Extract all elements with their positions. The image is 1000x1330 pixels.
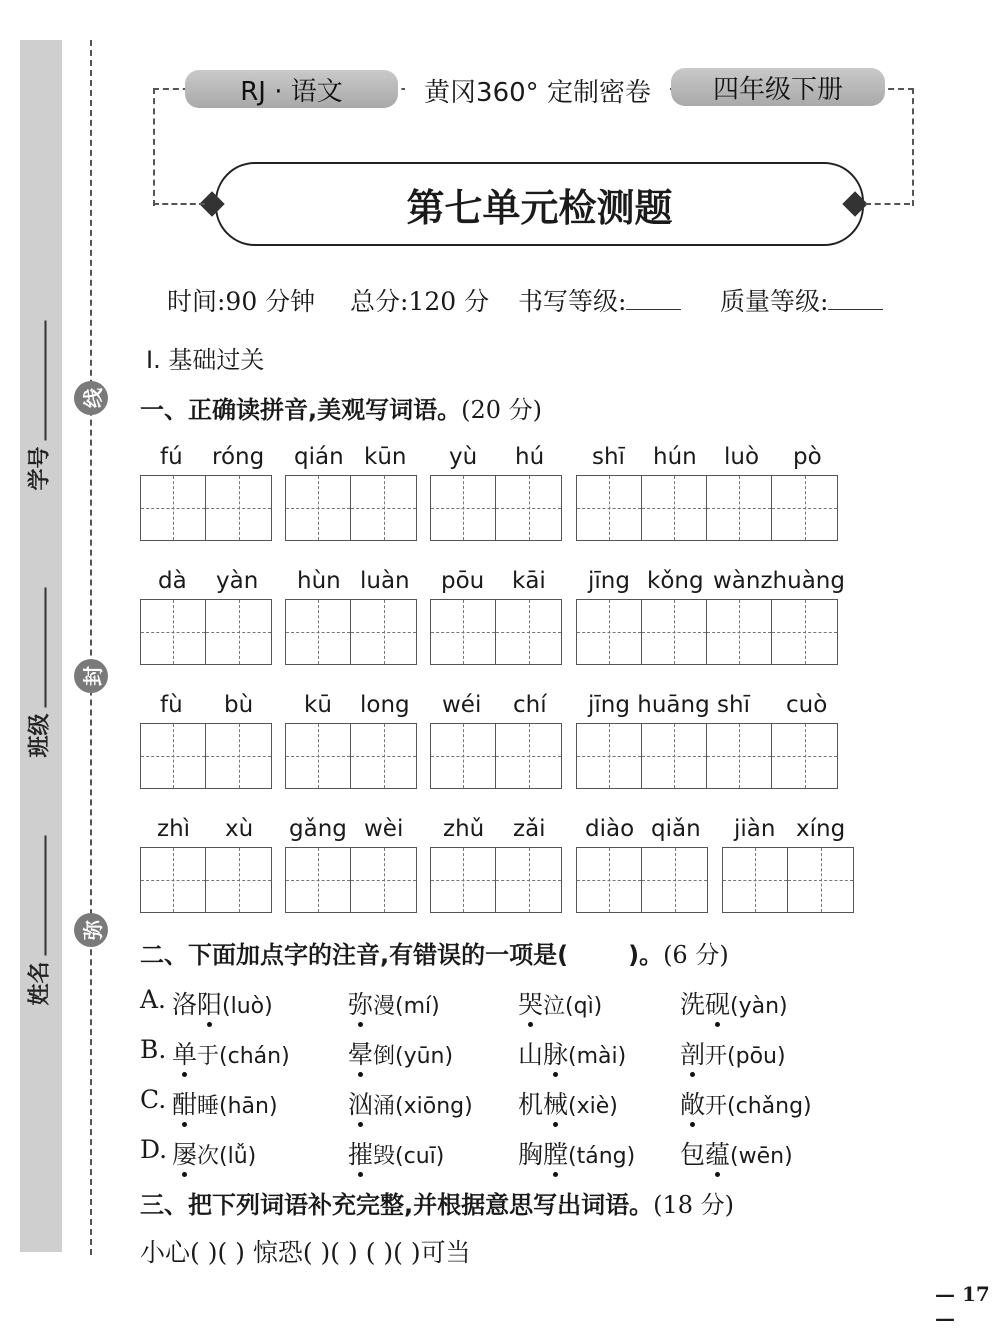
dotted-char: 屡 bbox=[172, 1140, 198, 1169]
seal-cut-line bbox=[90, 40, 92, 1255]
student-number-label: 学号 bbox=[27, 446, 53, 491]
writing-grid[interactable] bbox=[576, 599, 838, 665]
pinyin-label: hùn bbox=[297, 568, 341, 594]
pinyin-label: wànzhuàng bbox=[713, 568, 845, 594]
question-3-text: 三、把下列词语补充完整,并根据意思写出词语。 bbox=[140, 1191, 654, 1219]
option-a-item-2: 弥漫(mí) bbox=[348, 990, 440, 1019]
option-b-item-1: 单于(chán) bbox=[172, 1040, 290, 1069]
bracket-tick-left bbox=[153, 203, 205, 205]
quality-grade bbox=[720, 282, 883, 318]
pinyin-label: fù bbox=[160, 692, 183, 718]
pinyin-label: hú bbox=[515, 444, 545, 470]
pinyin-label: yù bbox=[449, 444, 478, 470]
writing-grid[interactable] bbox=[576, 847, 708, 913]
dotted-char: 蕴 bbox=[705, 1140, 731, 1169]
pinyin-label: zhì bbox=[157, 816, 191, 842]
pinyin-label: long bbox=[360, 692, 410, 718]
class-field bbox=[23, 588, 54, 788]
option-a-item-4: 洗砚(yàn) bbox=[680, 990, 788, 1019]
dotted-char: 械 bbox=[543, 1090, 569, 1119]
seal-mark-line: 线 bbox=[74, 381, 108, 415]
pinyin-label: jīng huāng shī bbox=[588, 692, 750, 718]
pinyin-label: qiǎn bbox=[651, 816, 701, 842]
pinyin-label: jiàn bbox=[734, 816, 776, 842]
exam-time: 时间:90 分钟 bbox=[167, 287, 316, 316]
page-number: — 17 — bbox=[935, 1282, 990, 1330]
seal-mark-mi: 弥 bbox=[74, 913, 108, 947]
pinyin-label: qián bbox=[294, 444, 344, 470]
pinyin-label: gǎng bbox=[289, 816, 347, 842]
option-d-label[interactable]: D. bbox=[140, 1135, 168, 1164]
dotted-char: 阳 bbox=[197, 990, 223, 1019]
writing-grade bbox=[518, 282, 681, 318]
writing-grid[interactable] bbox=[285, 847, 417, 913]
pinyin-label: jīng bbox=[588, 568, 630, 594]
pinyin-label: xíng bbox=[796, 816, 846, 842]
writing-grid[interactable] bbox=[285, 599, 417, 665]
dotted-char: 摧 bbox=[348, 1140, 374, 1169]
fill-in-line[interactable]: 小心( )( ) 惊恐( )( ) ( )( )可当 bbox=[140, 1238, 471, 1267]
pinyin-label: chí bbox=[513, 692, 547, 718]
dotted-char: 酣 bbox=[172, 1090, 198, 1119]
page-title: 第七单元检测题 bbox=[215, 162, 864, 246]
writing-grid[interactable] bbox=[285, 475, 417, 541]
dotted-char: 哭 bbox=[518, 990, 544, 1019]
bracket-tick-right bbox=[865, 203, 910, 205]
writing-grid[interactable] bbox=[576, 475, 838, 541]
pinyin-label: kū bbox=[304, 692, 332, 718]
dotted-char: 晕 bbox=[348, 1040, 374, 1069]
question-1-text: 一、正确读拼音,美观写词语。 bbox=[140, 396, 462, 424]
name-label: 姓名 bbox=[27, 961, 53, 1006]
option-c-label[interactable]: C. bbox=[140, 1085, 167, 1114]
writing-grade-blank[interactable] bbox=[626, 289, 681, 310]
pinyin-label: fú bbox=[160, 444, 183, 470]
writing-grid[interactable] bbox=[576, 723, 838, 789]
dotted-char: 膛 bbox=[543, 1140, 569, 1169]
quality-grade-label: 质量等级: bbox=[720, 287, 829, 316]
option-c-item-2: 汹涌(xiōng) bbox=[348, 1090, 473, 1119]
dotted-char: 脉 bbox=[543, 1040, 569, 1069]
name-field bbox=[23, 836, 54, 1036]
pinyin-label: wéi bbox=[442, 692, 482, 718]
pinyin-label: kāi bbox=[512, 568, 546, 594]
name-blank[interactable] bbox=[31, 836, 47, 956]
option-d-item-2: 摧毁(cuī) bbox=[348, 1140, 445, 1169]
pinyin-label: cuò bbox=[786, 692, 828, 718]
option-b-item-4: 剖开(pōu) bbox=[680, 1040, 786, 1069]
option-c-item-1: 酣睡(hān) bbox=[172, 1090, 278, 1119]
seal-mark-seal: 封 bbox=[74, 659, 108, 693]
dotted-char: 汹 bbox=[348, 1090, 374, 1119]
pinyin-label: xù bbox=[225, 816, 254, 842]
pinyin-label: pò bbox=[793, 444, 822, 470]
pinyin-label: luò bbox=[724, 444, 760, 470]
option-c-item-3: 机械(xiè) bbox=[518, 1090, 618, 1119]
writing-grid[interactable] bbox=[140, 723, 272, 789]
writing-grid[interactable] bbox=[722, 847, 854, 913]
exam-total: 总分:120 分 bbox=[350, 287, 490, 316]
question-2-tail: )。 bbox=[628, 941, 664, 969]
question-1-score: (20 分) bbox=[461, 396, 543, 424]
pinyin-label: pōu bbox=[441, 568, 485, 594]
writing-grid[interactable] bbox=[140, 599, 272, 665]
option-b-item-2: 晕倒(yūn) bbox=[348, 1040, 454, 1069]
pinyin-label: hún bbox=[653, 444, 697, 470]
pinyin-label: shī bbox=[592, 444, 625, 470]
writing-grid[interactable] bbox=[430, 475, 562, 541]
question-2-score: (6 分) bbox=[663, 941, 729, 969]
pinyin-label: kǒng bbox=[647, 568, 704, 594]
pinyin-label: diào bbox=[585, 816, 635, 842]
option-a-label[interactable]: A. bbox=[140, 985, 167, 1014]
writing-grid[interactable] bbox=[430, 723, 562, 789]
student-number-blank[interactable] bbox=[31, 321, 47, 441]
option-d-item-1: 屡次(lǚ) bbox=[172, 1140, 257, 1169]
pinyin-label: zhǔ bbox=[443, 816, 485, 842]
quality-grade-blank[interactable] bbox=[828, 289, 883, 310]
pinyin-label: róng bbox=[212, 444, 265, 470]
dotted-char: 敞 bbox=[680, 1090, 706, 1119]
option-d-item-3: 胸膛(táng) bbox=[518, 1140, 636, 1169]
pinyin-label: yàn bbox=[216, 568, 259, 594]
dotted-char: 弥 bbox=[348, 990, 374, 1019]
writing-grade-label: 书写等级: bbox=[518, 287, 627, 316]
class-label: 班级 bbox=[27, 713, 53, 758]
grade-pill: 四年级下册 bbox=[671, 68, 885, 106]
pinyin-label: bù bbox=[224, 692, 254, 718]
question-3-title bbox=[140, 1185, 734, 1220]
subject-pill: RJ · 语文 bbox=[185, 70, 398, 108]
dotted-char: 单 bbox=[172, 1040, 198, 1069]
pinyin-label: dà bbox=[158, 568, 187, 594]
option-a-item-3: 哭泣(qì) bbox=[518, 990, 603, 1019]
pinyin-label: zǎi bbox=[513, 816, 546, 842]
pinyin-label: kūn bbox=[364, 444, 407, 470]
writing-grid[interactable] bbox=[140, 475, 272, 541]
option-c-item-4: 敞开(chǎng) bbox=[680, 1090, 812, 1119]
option-b-item-3: 山脉(mài) bbox=[518, 1040, 627, 1069]
question-1-title bbox=[140, 390, 542, 425]
dotted-char: 剖 bbox=[680, 1040, 706, 1069]
option-a-item-1: 洛阳(luò) bbox=[172, 990, 273, 1019]
question-3-score: (18 分) bbox=[653, 1191, 735, 1219]
pinyin-label: wèi bbox=[364, 816, 404, 842]
dotted-char: 砚 bbox=[705, 990, 731, 1019]
question-2-title bbox=[140, 935, 729, 970]
option-d-item-4: 包蕴(wēn) bbox=[680, 1140, 793, 1169]
option-b-label[interactable]: B. bbox=[140, 1035, 167, 1064]
pinyin-label: luàn bbox=[360, 568, 410, 594]
series-title: 黄冈360° 定制密卷 bbox=[405, 72, 670, 109]
student-number-field bbox=[23, 321, 54, 521]
class-blank[interactable] bbox=[31, 588, 47, 708]
writing-grid[interactable] bbox=[430, 847, 562, 913]
writing-grid[interactable] bbox=[430, 599, 562, 665]
question-2-text: 二、下面加点字的注音,有错误的一项是( bbox=[140, 941, 569, 969]
writing-grid[interactable] bbox=[140, 847, 272, 913]
writing-grid[interactable] bbox=[285, 723, 417, 789]
section-heading: Ⅰ. 基础过关 bbox=[146, 346, 265, 374]
